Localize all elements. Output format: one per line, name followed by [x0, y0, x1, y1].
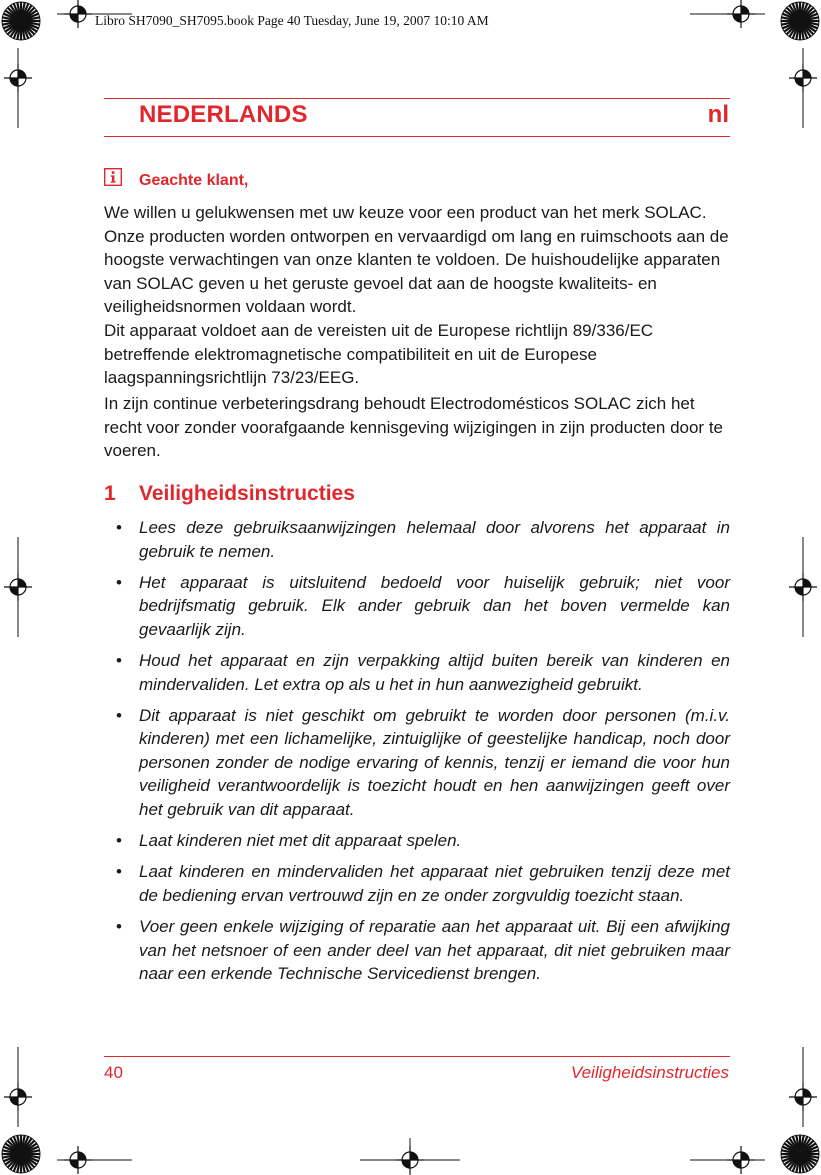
list-item-text: Dit apparaat is niet geschikt om gebruikt te worden door personen (m.i.v. kinderen) met een lichamelijke, zintuiglijke of geestelijke handicap, noch door personen zonder de nodige ervaring of kennis, tenzij er iemand die voor hun veiligheid verantwoordelijk is toezicht houdt en hen aanwijzingen geeft over het gebruik van dit apparaat.: [139, 705, 730, 819]
list-item-text: Houd het apparaat en zijn verpakking altijd buiten bereik van kinderen en mindervaliden. Let extra op als u het in hun aanwezigheid gebruikt.: [139, 651, 730, 694]
bullet: •: [116, 572, 122, 592]
greeting: Geachte klant,: [139, 172, 249, 189]
section-heading: [104, 482, 355, 506]
page-number: 40: [104, 1063, 123, 1082]
section-title: Veiligheidsinstructies: [139, 482, 355, 505]
info-icon: [104, 168, 122, 186]
list-item: [104, 516, 730, 563]
list-item: [104, 704, 730, 822]
header-top-rule: [104, 98, 730, 99]
section-number: 1: [104, 482, 116, 505]
list-item-text: Laat kinderen niet met dit apparaat spelen.: [139, 831, 462, 851]
bullet: •: [116, 705, 122, 725]
intro-paragraph: In zijn continue verbeteringsdrang behoudt Electrodomésticos SOLAC zich het recht voor zonder voorafgaande kennisgeving wijzigingen in zijn producten door te voeren.: [104, 394, 723, 461]
safety-list: [104, 516, 730, 994]
list-item: [104, 649, 730, 696]
list-item: [104, 829, 730, 853]
list-item: [104, 860, 730, 907]
list-item-text: Voer geen enkele wijziging of reparatie aan het apparaat uit. Bij een afwijking van het netsnoer of een ander deel van het apparaat, dit niet gebruiken maar naar een erkende Technische Servicedienst brengen.: [139, 917, 730, 984]
bullet: •: [116, 831, 122, 851]
list-item-text: Lees deze gebruiksaanwijzingen helemaal door alvorens het apparaat in gebruik te nemen.: [139, 518, 730, 561]
header-bottom-rule: [104, 136, 730, 137]
intro-paragraph: Dit apparaat voldoet aan de vereisten uit de Europese richtlijn 89/336/EC betreffende elektromagnetische compatibiliteit en uit de Europese laagspanningsrichtlijn 73/23/EEG.: [104, 321, 654, 388]
footer-section-title: Veiligheidsinstructies: [570, 1063, 729, 1082]
bullet: •: [116, 917, 122, 937]
footer-rule: [104, 1056, 730, 1057]
language-title: NEDERLANDS: [139, 101, 308, 128]
bullet: •: [116, 651, 122, 671]
list-item-text: Laat kinderen en mindervaliden het apparaat niet gebruiken tenzij deze met de bediening ervan vertrouwd zijn en ze onder zorgvuldig toezicht staan.: [139, 862, 730, 905]
printer-header: Libro SH7090_SH7095.book Page 40 Tuesday, June 19, 2007 10:10 AM: [95, 13, 489, 28]
bullet: •: [116, 518, 122, 537]
language-code: nl: [707, 101, 729, 128]
list-item: [104, 571, 730, 642]
intro-paragraph: We willen u gelukwensen met uw keuze voor een product van het merk SOLAC. Onze producten worden ontworpen en vervaardigd om lang en ruimschoots aan de hoogste verwachtingen van onze klanten te voldoen. De huishoudelijke apparaten van SOLAC geven u het geruste gevoel dat aan de hoogste kwaliteits- en veiligheidsnormen voldaan wordt.: [104, 203, 729, 317]
list-item-text: Het apparaat is uitsluitend bedoeld voor huiselijk gebruik; niet voor bedrijfsmatig gebruik. Elk ander gebruik dan het boven vermelde kan gevaarlijk zijn.: [139, 572, 730, 639]
list-item: [104, 915, 730, 986]
bullet: •: [116, 862, 122, 882]
